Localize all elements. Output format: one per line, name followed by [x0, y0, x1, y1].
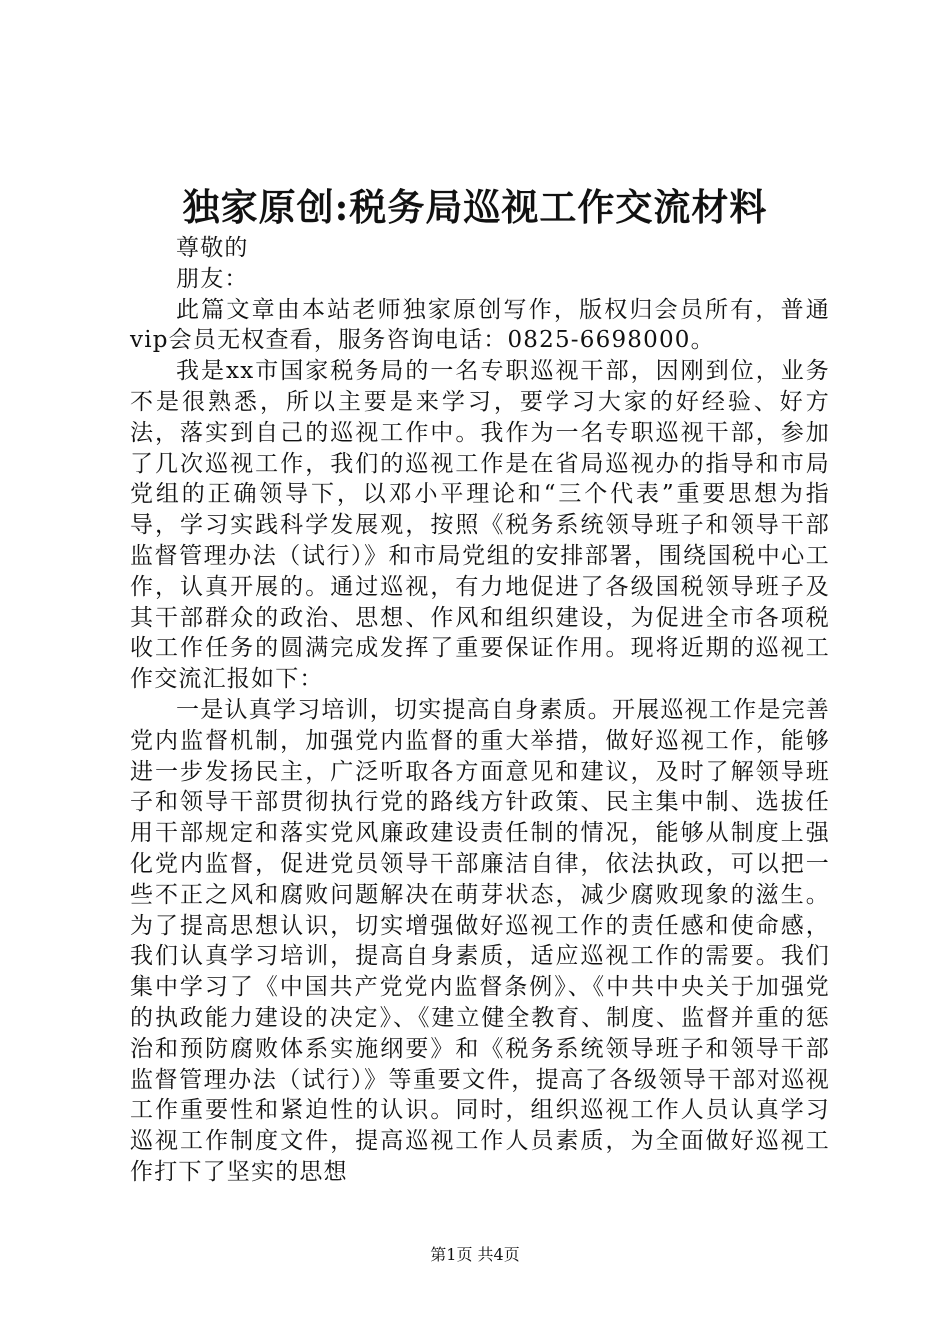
copyright-notice-paragraph: 此篇文章由本站老师独家原创写作，版权归会员所有，普通vip会员无权查看，服务咨询电话：0825-6698000。 — [130, 296, 830, 354]
document-body — [130, 233, 830, 1188]
salutation-line-1: 尊敬的 — [176, 235, 249, 261]
page-footer: 第1页 共4页 — [430, 1245, 520, 1264]
intro-paragraph: 我是xx市国家税务局的一名专职巡视干部，因刚到位，业务不是很熟悉，所以主要是来学习，要学习大家的好经验、好方法，落实到自己的巡视工作中。我作为一名专职巡视干部，参加了几次巡视工作，我们的巡视工作是在省局巡视办的指导和市局党组的正确领导下，以邓小平理论和“三个代表”重要思想为指导，学习实践科学发展观，按照《税务系统领导班子和领导干部监督管理办法（试行）》和市局党组的安排部署，围绕国税中心工作，认真开展的。通过巡视，有力地促进了各级国税领导班子及其干部群众的政治、思想、作风和组织建设，为促进全市各项税收工作任务的圆满完成发挥了重要保证作用。现将近期的巡视工作交流汇报如下： — [130, 358, 830, 693]
salutation-line-2: 朋友： — [176, 265, 249, 292]
document-title: 独家原创:税务局巡视工作交流材料 — [182, 185, 768, 229]
section-one-paragraph: 一是认真学习培训，切实提高自身素质。开展巡视工作是完善党内监督机制，加强党内监督的重大举措，做好巡视工作，能够进一步发扬民主，广泛听取各方面意见和建议，及时了解领导班子和领导干部贯彻执行党的路线方针政策、民主集中制、选拔任用干部规定和落实党风廉政建设责任制的情况，能够从制度上强化党内监督，促进党员领导干部廉洁自律，依法执政，可以把一些不正之风和腐败问题解决在萌芽状态，减少腐败现象的滋生。为了提高思想认识，切实增强做好巡视工作的责任感和使命感，我们认真学习培训，提高自身素质，适应巡视工作的需要。我们集中学习了《中国共产党党内监督条例》、《中共中央关于加强党的执政能力建设的决定》、《建立健全教育、制度、监督并重的惩治和预防腐败体系实施纲要》和《税务系统领导班子和领导干部监督管理办法（试行）》等重要文件，提高了各级领导干部对巡视工作重要性和紧迫性的认识。同时，组织巡视工作人员认真学习巡视工作制度文件，提高巡视工作人员素质，为全面做好巡视工作打下了坚实的思想 — [130, 696, 830, 1185]
